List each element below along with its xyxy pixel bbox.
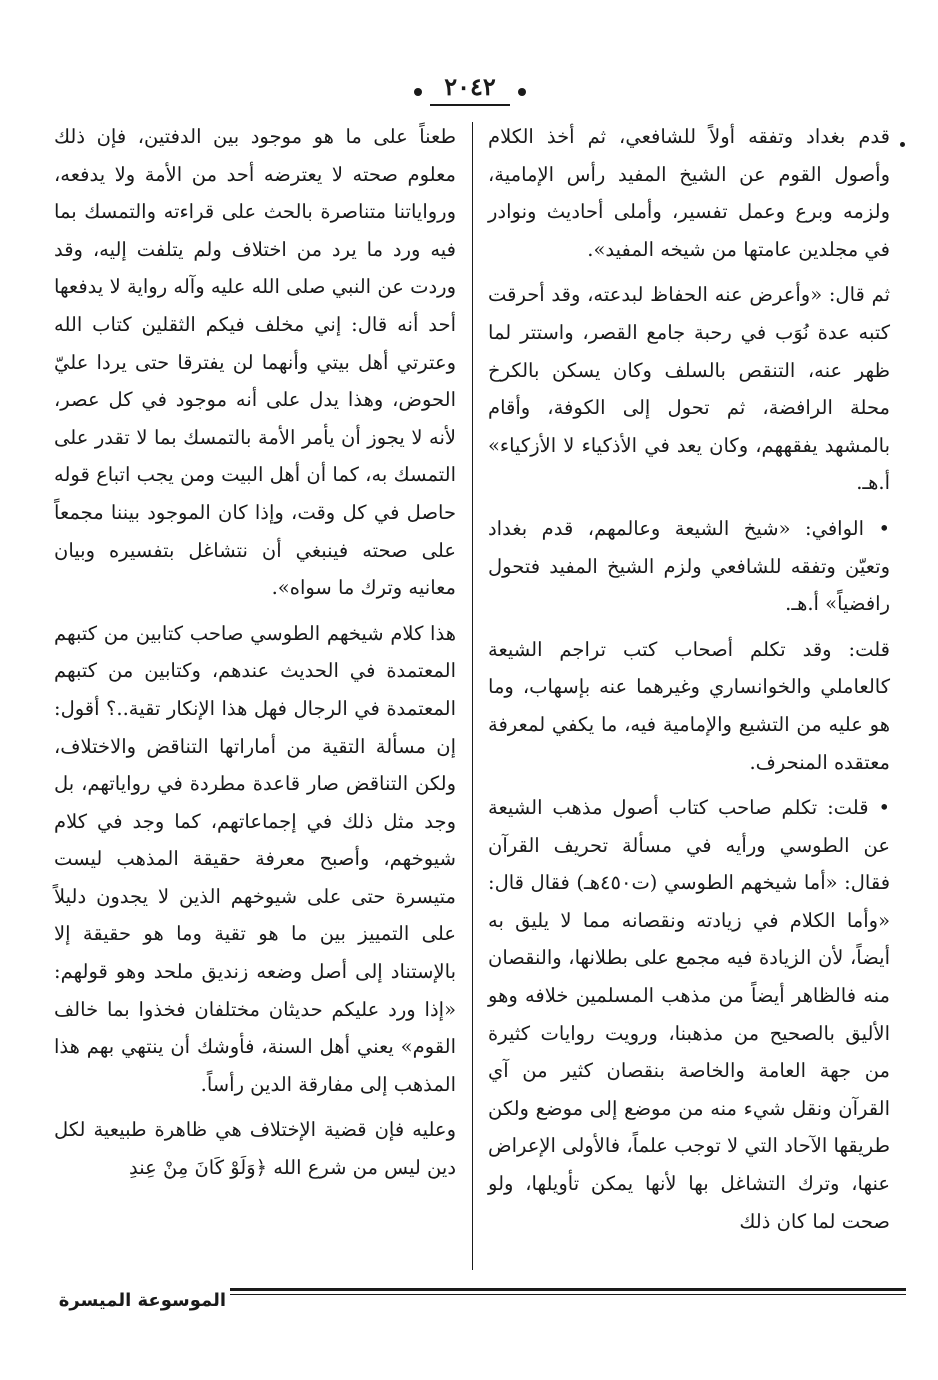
page-number: ٢٠٤٢ <box>420 72 520 101</box>
header-rule <box>430 104 510 106</box>
footer-title: الموسوعة الميسرة <box>58 1290 226 1311</box>
footer-rule <box>230 1288 906 1291</box>
paragraph: • قلت: تكلم صاحب كتاب أصول مذهب الشيعة عن الطوسي ورأيه في مسألة تحريف القرآن فقال: «أما شيخهم الطوسي (ت٤٥٠هـ) فقال قال: «وأما الكلام في زيادته ونقصانه مما لا يليق به أيضاً، لأن الزيادة فيه مجمع على بطلانها، والنقصان منه فالظاهر أيضاً من مذهب المسلمين خلافه وهو الأليق بالصحيح من مذهبنا، ورويت روايات كثيرة من جهة العامة والخاصة بنقصان كثير من آي القرآن ونقل شيء منه من موضع إلى موضع ولكن طريقها الآحاد التي لا توجب علماً، فالأولى الإعراض عنها، وترك التشاغل بها لأنها يمكن تأويلها، ولو صحت لما كان ذلك <box>488 796 891 1233</box>
paragraph: قلت: وقد تكلم أصحاب كتب تراجم الشيعة كالعاملي والخوانساري وغيرهما عنه بإسهاب، وما هو عليه من التشيع والإمامية فيه، ما يكفي لمعرفة معتقده المنحرف. <box>488 637 890 774</box>
paragraph: طعناً على ما هو موجود بين الدفتين، فإن ذلك معلوم صحته لا يعترضه أحد من الأمة ولا يدفعه، ورواياتنا متناصرة بالحث على قراءته والتمسك بما فيه ورد ما يرد من اختلاف ولم يتلفت إليه، وقد وردت عن النبي صلى الله عليه وآله رواية لا يدفعها أحد أنه قال: إني مخلف فيكم الثقلين كتاب الله وعترتي أهل بيتي وأنهما لن يفترقا حتى يردا عليّ الحوض، وهذا يدل على أنه موجود في كل عصر، لأنه لا يجوز أن يأمر الأمة بالتمسك بما لا تقدر على التمسك به، كما أن أهل البيت ومن يجب اتباع قوله حاصل في كل وقت، وإذا كان الموجود بيننا مجمعاً على صحته فينبغي أن نتشاغل بتفسيره وبيان معانيه وترك ما سواه». <box>54 125 456 600</box>
paragraph: ثم قال: «وأعرض عنه الحفاظ لبدعته، وقد أحرقت كتبه عدة نُوَب في رحبة جامع القصر، واستتر لما ظهر عنه، التنقص بالسلف وكان يسكن بالكرخ محلة الرافضة، ثم تحول إلى الكوفة، وأقام بالمشهد يفقههم، وكان يعد في الأذكياء لا الأزكياء» أ.هـ. <box>488 283 890 495</box>
left-column <box>54 118 456 1195</box>
column-divider <box>472 122 473 1270</box>
paragraph: هذا كلام شيخهم الطوسي صاحب كتابين من كتبهم المعتمدة في الحديث عندهم، وكتابين من كتبهم المعتمدة في الرجال فهل هذا الإنكار تقية..؟ أقول: إن مسألة التقية من أماراتها التناقض والاختلاف، ولكن التناقض صار قاعدة مطردة في رواياتهم، بل وجد مثل ذلك في إجماعاتهم، كما وجد في كلام شيوخهم، وأصبح معرفة حقيقة المذهب ليست متيسرة حتى على شيوخهم الذين لا يجدون دليلاً على التمييز بين ما هو تقية وما هو حقيقة إلا بالإستناد إلى أصل وضعه زنديق ملحد وهو قولهم: «إذا ورد عليكم حديثان مختلفان فخذوا بما خالف القوم» يعني أهل السنة، فأوشك أن ينتهي بهم هذا المذهب إلى مفارقة الدين رأساً. <box>54 621 456 1096</box>
right-column <box>488 118 890 1248</box>
paragraph: • الوافي: «شيخ الشيعة وعالمهم، قدم بغداد وتعيّن وتفقه للشافعي ولزم الشيخ المفيد فتحول رافضياً» أ.هـ. <box>488 516 890 616</box>
paragraph: قدم بغداد وتفقه أولاً للشافعي، ثم أخذ الكلام وأصول القوم عن الشيخ المفيد رأس الإمامية، ولزمه وبرع وعمل تفسير، وأملى أحاديث ونوادر في مجلدين عامتها من شيخه المفيد». <box>488 125 890 261</box>
margin-dot <box>900 142 905 147</box>
footer-rule-thin <box>230 1294 906 1295</box>
paragraph: وعليه فإن قضية الإختلاف هي ظاهرة طبيعية لكل دين ليس من شرع الله ﴿وَلَوْ كَانَ مِنْ عِندِ <box>54 1118 456 1180</box>
